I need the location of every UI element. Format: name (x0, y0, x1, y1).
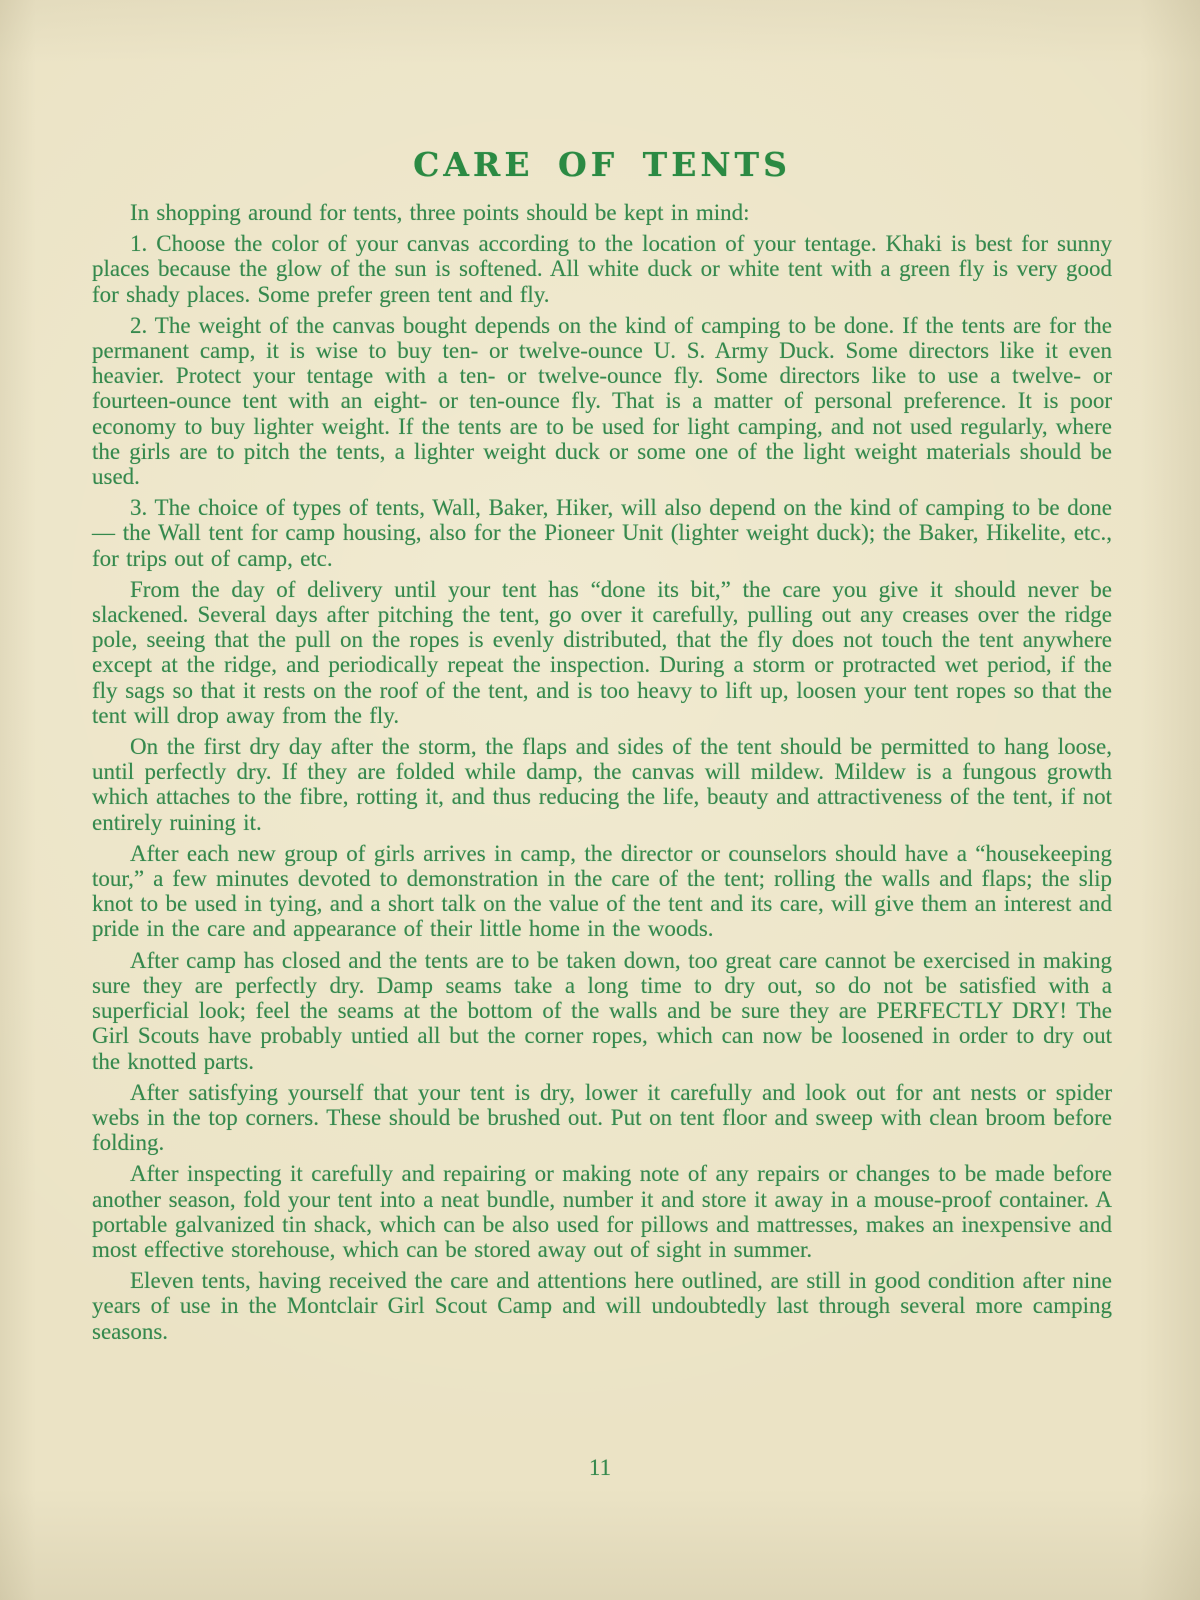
page-number: 11 (588, 1455, 612, 1480)
numbered-item-3-types: 3. The choice of types of tents, Wall, Baker, Hiker, will also depend on the kind of camping to be done — the Wall tent for camp housing, also for the Pioneer Unit (lighter weight duck); the Baker, Hikelite, etc., for trips out of camp, etc. (92, 495, 1112, 571)
paragraph-eleven-tents: Eleven tents, having received the care and attentions here outlined, are still in good condition after nine years of use in the Montclair Girl Scout Camp and will undoubtedly last through several more camping seasons. (92, 1268, 1112, 1344)
paragraph-taking-down: After camp has closed and the tents are to be taken down, too great care cannot be exercised in making sure they are perfectly dry. Damp seams take a long time to dry out, so do not be satisfied with a superficial look; feel the seams at the bottom of the walls and be sure they are PERFECTLY DRY! The Girl Scouts have probably untied all but the corner ropes, which can now be loosened in order to dry out the knotted parts. (92, 947, 1112, 1074)
paragraph-storage: After inspecting it carefully and repairing or making note of any repairs or changes to be made before another season, fold your tent into a neat bundle, number it and store it away in a mouse-proof container. A portable galvanized tin shack, which can be also used for pillows and mattresses, makes an inexpensive and most effective storehouse, which can be stored away out of sight in summer. (92, 1161, 1112, 1262)
paragraph-lowering-tent: After satisfying yourself that your tent is dry, lower it carefully and look out for ant nests or spider webs in the top corners. These should be brushed out. Put on tent floor and sweep with clean broom before folding. (92, 1079, 1112, 1156)
numbered-item-1-color: 1. Choose the color of your canvas according to the location of your tentage. Khaki is best for sunny places because the glow of the sun is softened. All white duck or white tent with a green fly is very good for shady places. Some prefer green tent and fly. (92, 231, 1112, 307)
article-body (92, 200, 1112, 1344)
paragraph-delivery-care: From the day of delivery until your tent has “done its bit,” the care you give it should never be slackened. Several days after pitching the tent, go over it carefully, pulling out any creases over the ridge pole, seeing that the pull on the ropes is evenly distributed, that the fly does not touch the tent anywhere except at the ridge, and periodically repeat the inspection. During a storm or protracted wet period, if the fly sags so that it rests on the roof of the tent, and is too heavy to lift up, loosen your tent ropes so that the tent will drop away from the fly. (92, 576, 1112, 728)
page-title: CARE OF TENTS (413, 145, 791, 184)
paragraph-after-storm: On the first dry day after the storm, the flaps and sides of the tent should be permitted to hang loose, until perfectly dry. If they are folded while damp, the canvas will mildew. Mildew is a fungous growth which attaches to the fibre, rotting it, and thus reducing the life, beauty and attractiveness of the tent, if not entirely ruining it. (92, 734, 1112, 835)
numbered-item-2-weight: 2. The weight of the canvas bought depends on the kind of camping to be done. If the tents are for the permanent camp, it is wise to buy ten- or twelve-ounce U. S. Army Duck. Some directors like it even heavier. Protect your tentage with a ten- or twelve-ounce fly. Some directors like to use a twelve- or fourteen-ounce tent with an eight- or ten-ounce fly. That is a matter of personal preference. It is poor economy to buy lighter weight. If the tents are to be used for light camping, and not used regularly, where the girls are to pitch the tents, a lighter weight duck or some one of the light weight materials should be used. (92, 312, 1112, 490)
intro-paragraph: In shopping around for tents, three points should be kept in mind: (130, 200, 750, 225)
paragraph-housekeeping-tour: After each new group of girls arrives in camp, the director or counselors should have a “housekeeping tour,” a few minutes devoted to demonstration in the care of the tent; rolling the walls and flaps; the slip knot to be used in tying, and a short talk on the value of the tent and its care, will give them an interest and pride in the care and appearance of their little home in the woods. (92, 840, 1112, 942)
